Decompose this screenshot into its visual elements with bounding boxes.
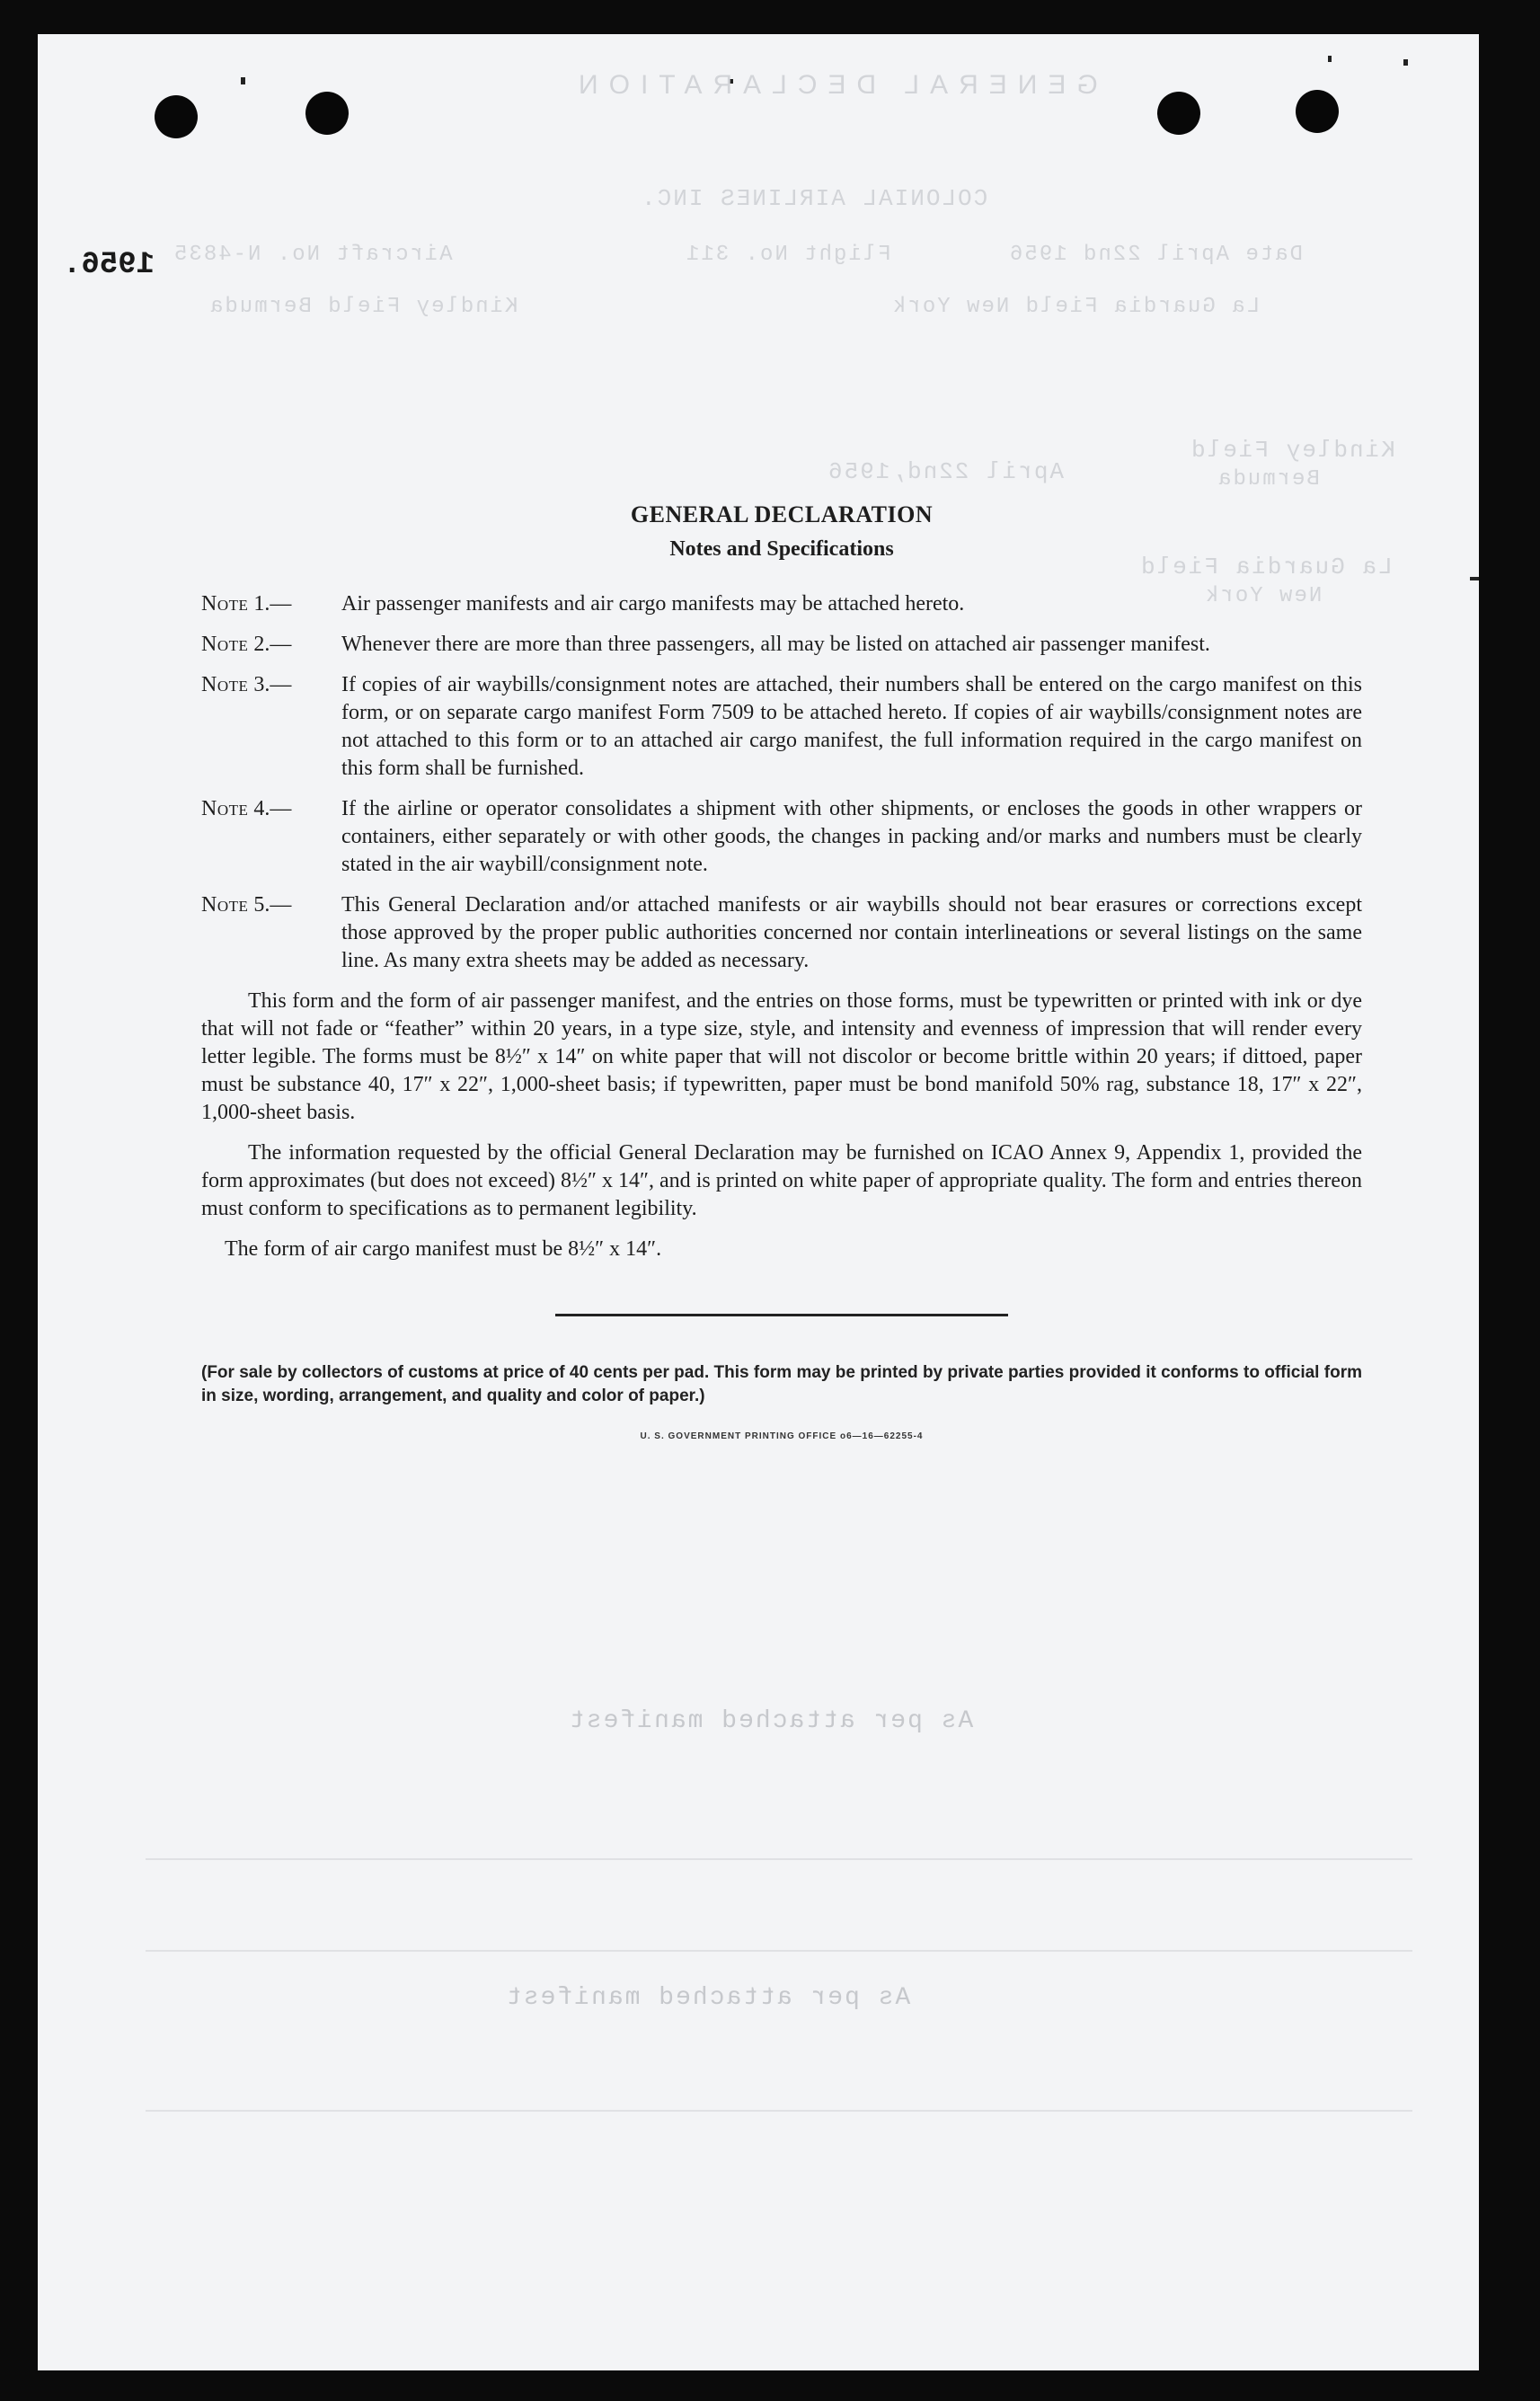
bleed-through-arrival: La Guardia Field New York (891, 295, 1261, 319)
note-number: 3.— (248, 673, 292, 696)
bleed-through-place1: Kindley Field (1190, 437, 1395, 464)
speck (241, 77, 245, 84)
note-text: This General Declaration and/or attached manifests or air waybills should not bear erasures or corrections except those approved by the proper public authorities concerned nor contain interlineations or several listings on the same line. As many extra sheets may be added as necessary. (341, 893, 1362, 972)
speck (1328, 56, 1332, 62)
page-title: GENERAL DECLARATION (630, 501, 934, 527)
punch-hole (305, 92, 349, 135)
handwritten-number: 1956. (63, 248, 155, 282)
bleed-through-aircraft: Aircraft No. N-4835 (173, 243, 453, 267)
note-label: Note (201, 592, 249, 616)
note-label: Note (201, 893, 249, 917)
note-item (201, 891, 1362, 975)
note-text: If copies of air waybills/consignment notes are attached, their numbers shall be entered on the cargo manifest on this form, or on separate cargo manifest Form 7509 to be attached hereto. If copies of air waybills/consignment notes are not attached to this form or to an attached air cargo manifest, the full information required in the cargo manifest on this form shall be furnished. (341, 673, 1362, 780)
note-number: 5.— (248, 893, 292, 917)
bleed-through-place2-sub: New York (1204, 584, 1323, 608)
note-number: 2.— (248, 633, 292, 656)
declaration-content (201, 501, 1362, 1441)
punch-hole (1157, 92, 1200, 135)
bleed-through-place1-date: April 22nd,1956 (827, 458, 1065, 485)
sale-notice: (For sale by collectors of customs at price of 40 cents per pad. This form may be printed by private parties provided it conforms to official form in size, wording, arrangement, and quality and color of paper.) (201, 1363, 1362, 1405)
note-text: Air passenger manifests and air cargo manifests may be attached hereto. (341, 592, 965, 616)
bleed-through-title: GENERAL DECLARATION (568, 70, 1098, 100)
paragraph-icao: The information requested by the official General Declaration may be furnished on ICAO Annex 9, Appendix 1, provided the form approximates (but does not exceed) 8½″ x 14″, and is printed on white paper of appropriate quality. The form and entries thereon must conform to specifications as to permanent legibility. (201, 1141, 1362, 1220)
punch-hole (155, 95, 198, 138)
edge-mark (1470, 577, 1479, 580)
bleed-through-flight: Flight No. 311 (685, 243, 891, 267)
speck (1403, 59, 1408, 66)
bleed-through-place1-sub: Bermuda (1217, 467, 1320, 492)
note-text: Whenever there are more than three passengers, all may be listed on attached air passenger manifest. (341, 633, 1210, 656)
punch-hole (1296, 90, 1339, 133)
note-label: Note (201, 633, 249, 656)
bleed-through-attached-1: As per attached manifest (568, 1707, 974, 1735)
note-label: Note (201, 673, 249, 696)
printer-line: U. S. GOVERNMENT PRINTING OFFICE o6—16—62255-4 (640, 1431, 924, 1441)
bleed-through-departure: Kindley Field Bermuda (208, 295, 518, 319)
divider (555, 1314, 1008, 1316)
note-text: If the airline or operator consolidates a shipment with other shipments, or encloses the goods in other wrappers or containers, either separately or with other goods, the changes in packing and/or marks and numbers must be clearly stated in the air waybill/consignment note. (341, 797, 1362, 876)
document-page (38, 34, 1479, 2370)
bleed-through-place2: La Guardia Field (1139, 554, 1393, 580)
note-item (201, 590, 1362, 618)
page-subtitle: Notes and Specifications (669, 537, 894, 561)
bleed-through-date: Date April 22nd 1956 (1008, 243, 1304, 267)
bleed-through-table (146, 1858, 1412, 1952)
note-number: 4.— (248, 797, 292, 820)
bleed-through-airline: COLONIAL AIRLINES INC. (640, 185, 988, 212)
bleed-through-attached-2: As per attached manifest (505, 1984, 911, 2012)
note-number: 1.— (248, 592, 292, 616)
note-item (201, 671, 1362, 783)
note-item (201, 795, 1362, 879)
paragraph-form-requirements: This form and the form of air passenger manifest, and the entries on those forms, must be typewritten or printed with ink or dye that will not fade or “feather” within 20 years, in a type size, style, and intensity and evenness of impression that will render every letter legible. The forms must be 8½″ x 14″ on white paper that will not discolor or become brittle within 20 years; if dittoed, paper must be substance 40, 17″ x 22″, 1,000-sheet basis; if typewritten, paper must be bond manifold 50% rag, substance 18, 17″ x 22″, 1,000-sheet basis. (201, 989, 1362, 1124)
paragraph-cargo-size: The form of air cargo manifest must be 8½″ x 14″. (225, 1237, 662, 1261)
note-label: Note (201, 797, 249, 820)
bleed-through-rule (146, 2110, 1412, 2112)
note-item (201, 631, 1362, 659)
